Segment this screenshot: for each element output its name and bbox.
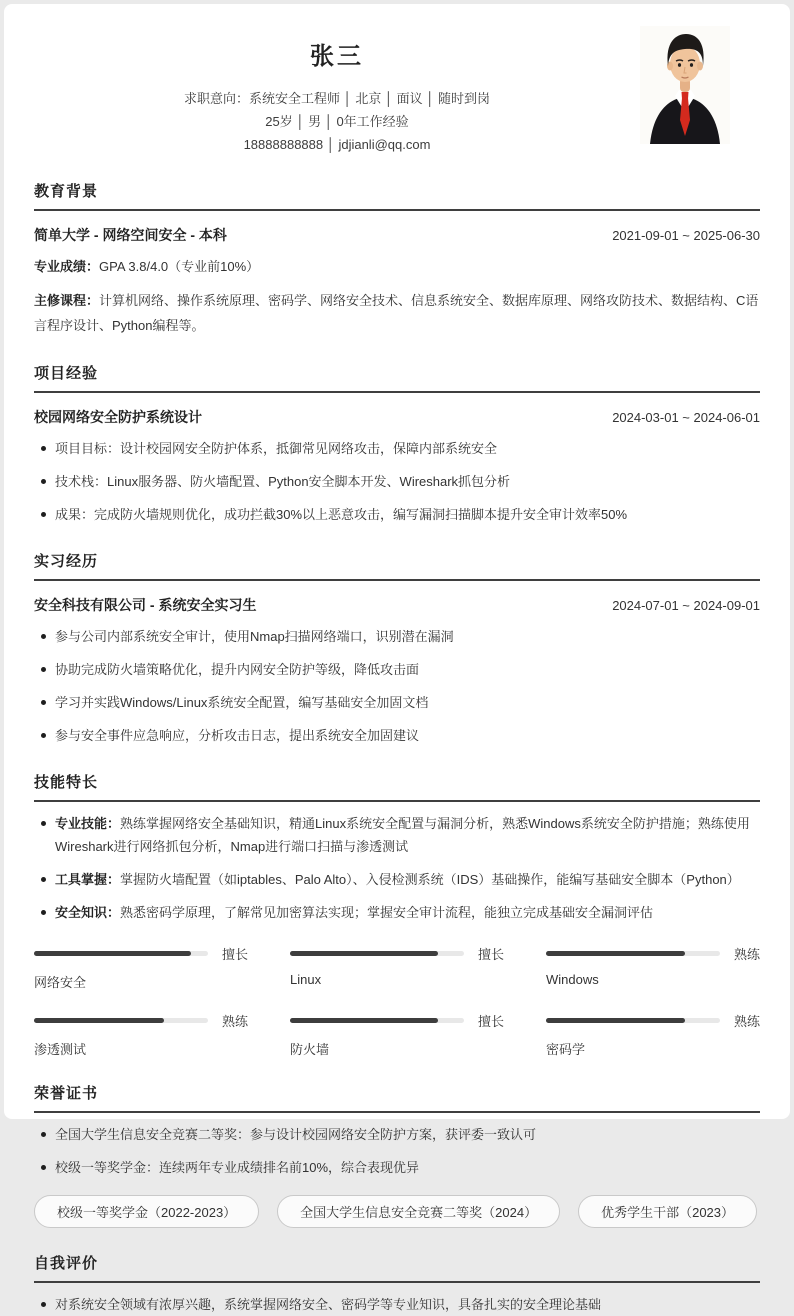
skill-bar-grid — [34, 944, 760, 1058]
skill-cell — [546, 1011, 760, 1058]
honors-bullet: 全国大学生信息安全竞赛二等奖：参与设计校园网络安全防护方案，获评委一致认可 — [34, 1123, 760, 1146]
section-title-education: 教育背景 — [34, 180, 760, 211]
skills-bullet-list — [34, 812, 760, 924]
education-courses-line — [34, 288, 760, 338]
skill-name: Windows — [546, 972, 599, 987]
internship-entry-head — [34, 595, 760, 615]
skill-bar-row — [34, 1011, 248, 1030]
skill-level-label: 擅长 — [477, 947, 504, 962]
candidate-name: 张三 — [310, 43, 364, 70]
skill-bar-row — [290, 944, 504, 963]
skill-bar-fill — [290, 951, 438, 956]
section-honors — [34, 1082, 760, 1228]
skill-name: 网络安全 — [34, 975, 87, 990]
self-evaluation-bullet-list — [34, 1293, 760, 1316]
skill-level-label: 擅长 — [477, 1014, 504, 1029]
skill-bar-row — [546, 944, 760, 963]
section-title-skills: 技能特长 — [34, 771, 760, 802]
section-title-self-evaluation: 自我评价 — [34, 1252, 760, 1283]
contact-info-line: 18888888888 │ jdjianli@qq.com — [243, 137, 431, 152]
project-entry-head — [34, 407, 760, 427]
skill-cell — [290, 944, 504, 991]
skill-name: 密码学 — [546, 1042, 586, 1057]
internship-bullet-list — [34, 625, 760, 747]
skill-bar-track — [34, 951, 208, 956]
skills-bullet — [34, 868, 760, 891]
project-entry-title: 校园网络安全防护系统设计 — [34, 409, 202, 425]
section-title-project: 项目经验 — [34, 362, 760, 393]
honor-badge: 全国大学生信息安全竞赛二等奖（2024） — [277, 1195, 560, 1228]
project-bullet: 成果：完成防火墙规则优化，成功拦截30%以上恶意攻击，编写漏洞扫描脚本提升安全审计效率50% — [34, 503, 760, 526]
section-project — [34, 362, 760, 526]
honor-badge-row — [34, 1195, 760, 1228]
internship-bullet: 参与公司内部系统安全审计，使用Nmap扫描网络端口，识别潜在漏洞 — [34, 625, 760, 648]
skill-level-label: 熟练 — [733, 1014, 760, 1029]
education-courses-value: 计算机网络、操作系统原理、密码学、网络安全技术、信息系统安全、数据库原理、网络攻防技术、数据结构、C语言程序设计、Python编程等。 — [34, 293, 759, 333]
skill-name: 渗透测试 — [34, 1042, 87, 1057]
skill-bar-fill — [290, 1018, 438, 1023]
section-title-internship: 实习经历 — [34, 550, 760, 581]
education-gpa-line — [34, 254, 760, 279]
skill-cell — [546, 944, 760, 991]
honor-badge: 优秀学生干部（2023） — [578, 1195, 757, 1228]
header-text-block — [34, 24, 640, 156]
section-internship — [34, 550, 760, 747]
skill-bar-row — [290, 1011, 504, 1030]
skill-cell — [34, 1011, 248, 1058]
skills-bullet-label: 工具掌握： — [55, 872, 121, 887]
personal-info-line: 25岁 │ 男 │ 0年工作经验 — [265, 114, 409, 129]
profile-photo — [640, 26, 730, 144]
section-education — [34, 180, 760, 338]
skill-bar-track — [546, 951, 720, 956]
internship-bullet: 参与安全事件应急响应，分析攻击日志，提出系统安全加固建议 — [34, 724, 760, 747]
skill-bar-fill — [34, 951, 191, 956]
internship-date-range: 2024-07-01 ~ 2024-09-01 — [612, 598, 760, 613]
skills-bullet-text: 熟练掌握网络安全基础知识，精通Linux系统安全配置与漏洞分析，熟悉Windows系统安全防护措施；熟练使用Wireshark进行网络抓包分析，Nmap进行端口扫描与渗透测试 — [55, 816, 750, 854]
skills-bullet — [34, 812, 760, 858]
skill-bar-track — [34, 1018, 208, 1023]
project-bullet: 技术栈：Linux服务器、防火墙配置、Python安全脚本开发、Wireshark抓包分析 — [34, 470, 760, 493]
section-title-honors: 荣誉证书 — [34, 1082, 760, 1113]
education-gpa-label: 专业成绩： — [34, 259, 100, 274]
skill-level-label: 熟练 — [733, 947, 760, 962]
education-entry-head — [34, 225, 760, 245]
skills-bullet-label: 专业技能： — [55, 816, 121, 831]
education-gpa-value: GPA 3.8/4.0（专业前10%） — [99, 259, 260, 274]
skill-bar-row — [34, 944, 248, 963]
skill-cell — [290, 1011, 504, 1058]
skill-bar-track — [290, 1018, 464, 1023]
skills-bullet — [34, 901, 760, 924]
honors-bullet-list — [34, 1123, 760, 1179]
self-evaluation-bullet: 对系统安全领域有浓厚兴趣，系统掌握网络安全、密码学等专业知识，具备扎实的安全理论基础 — [34, 1293, 760, 1316]
project-bullet-list — [34, 437, 760, 526]
internship-bullet: 学习并实践Windows/Linux系统安全配置，编写基础安全加固文档 — [34, 691, 760, 714]
project-date-range: 2024-03-01 ~ 2024-06-01 — [612, 410, 760, 425]
education-courses-label: 主修课程： — [34, 293, 100, 308]
project-bullet: 项目目标：设计校园网安全防护体系，抵御常见网络攻击，保障内部系统安全 — [34, 437, 760, 460]
section-self-evaluation — [34, 1252, 760, 1316]
education-entry-title: 简单大学 - 网络空间安全 - 本科 — [34, 227, 227, 243]
skill-cell — [34, 944, 248, 991]
skill-name: 防火墙 — [290, 1042, 330, 1057]
skill-name: Linux — [290, 972, 322, 987]
honors-bullet: 校级一等奖学金：连续两年专业成绩排名前10%，综合表现优异 — [34, 1156, 760, 1179]
internship-entry-title: 安全科技有限公司 - 系统安全实习生 — [34, 597, 257, 613]
resume-page — [4, 4, 790, 1312]
skills-bullet-text: 熟悉密码学原理，了解常见加密算法实现；掌握安全审计流程，能独立完成基础安全漏洞评估 — [120, 905, 654, 920]
avatar-illustration — [640, 26, 730, 144]
internship-bullet: 协助完成防火墙策略优化，提升内网安全防护等级，降低攻击面 — [34, 658, 760, 681]
skill-level-label: 熟练 — [221, 1014, 248, 1029]
resume-header — [34, 24, 760, 156]
skill-level-label: 擅长 — [221, 947, 248, 962]
skill-bar-row — [546, 1011, 760, 1030]
education-date-range: 2021-09-01 ~ 2025-06-30 — [612, 228, 760, 243]
skill-bar-fill — [546, 1018, 685, 1023]
section-skills — [34, 771, 760, 1058]
skill-bar-fill — [34, 1018, 164, 1023]
honor-badge: 校级一等奖学金（2022-2023） — [34, 1195, 259, 1228]
skills-bullet-text: 掌握防火墙配置（如iptables、Palo Alto）、入侵检测系统（IDS）基础操作，能编写基础安全脚本（Python） — [120, 872, 740, 887]
skill-bar-track — [290, 951, 464, 956]
skill-bar-track — [546, 1018, 720, 1023]
skill-bar-fill — [546, 951, 685, 956]
skills-bullet-label: 安全知识： — [55, 905, 121, 920]
job-intent-line: 求职意向：系统安全工程师 │ 北京 │ 面议 │ 随时到岗 — [183, 91, 491, 106]
